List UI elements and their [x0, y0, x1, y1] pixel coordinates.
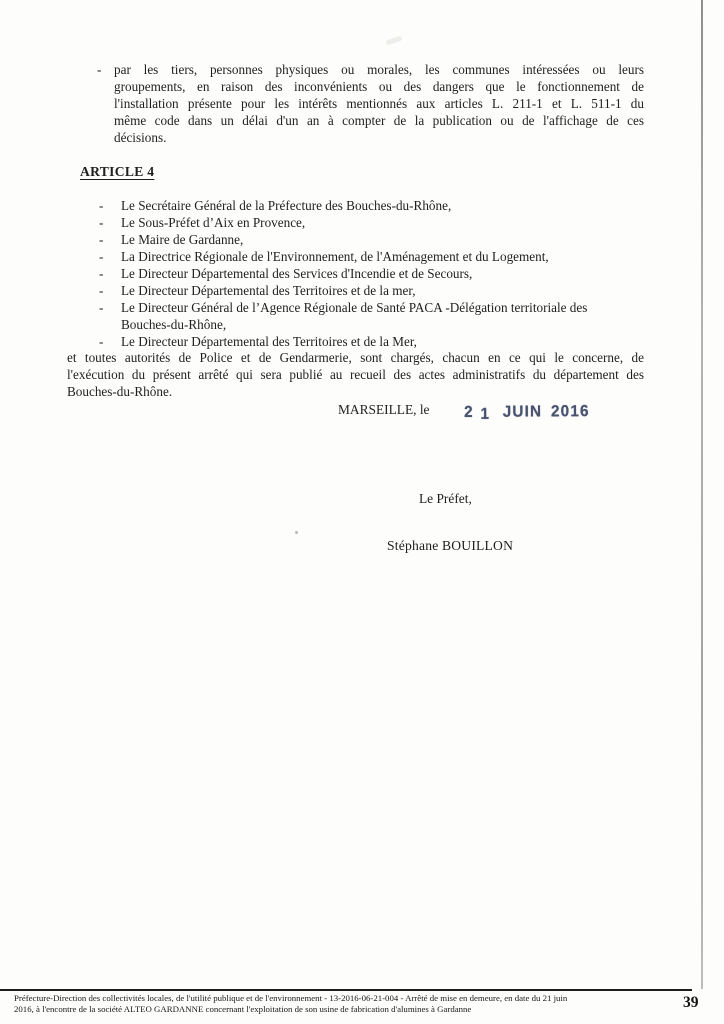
intro-paragraph [97, 61, 644, 146]
intro-line-text: décisions. [114, 130, 167, 145]
date-stamp [464, 403, 590, 422]
list-item [99, 265, 644, 282]
list-item-text: Le Sous-Préfet d’Aix en Provence, [121, 215, 306, 230]
intro-line-text: par les tiers, personnes physiques ou morales, les communes intéressées ou leurs [114, 62, 644, 77]
stamp-day-digit: 2 [464, 403, 474, 421]
list-item [99, 282, 644, 299]
list-dash: - [99, 283, 104, 298]
list-item-text: Le Directeur Départemental des Territoires et de la Mer, [121, 334, 417, 349]
closing-line-text: l'exécution du présent arrêté qui sera publié au recueil des actes administratifs du département des [67, 367, 644, 382]
intro-line [97, 61, 644, 78]
stamp-day-digit: 1 [480, 405, 491, 423]
footer-reference-line2: 2016, à l'encontre de la société ALTEO GARDANNE concernant l'exploitation de son usine de fabrication d'alumines à Gardanne [14, 1003, 472, 1014]
scan-line-artifact [701, 0, 703, 989]
list-dash: - [97, 62, 102, 77]
list-item-continuation: Bouches-du-Rhône, [121, 317, 227, 332]
list-item-text: Le Secrétaire Général de la Préfecture des Bouches-du-Rhône, [121, 198, 452, 213]
list-dash: - [99, 334, 104, 349]
list-item-text: Le Directeur Départemental des Services d'Incendie et de Secours, [121, 266, 473, 281]
list-item [99, 333, 644, 350]
footer-divider [0, 989, 692, 991]
list-item [99, 299, 644, 316]
closing-paragraph [67, 349, 644, 400]
page-number: 39 [683, 994, 699, 1011]
stamp-year: 2016 [550, 403, 590, 421]
intro-line-text: groupements, en raison des inconvénients ou des dangers que le fonctionnement de [114, 79, 644, 94]
closing-line-text: et toutes autorités de Police et de Gendarmerie, sont chargés, chacun en ce qui le concerne, de [67, 350, 644, 365]
footer-reference-line1: Préfecture-Direction des collectivités locales, de l'utilité publique et de l'environnement - 13-2016-06-21-004 - Arrêté de mise en demeure, en date du 21 juin [14, 993, 568, 1003]
recipients-list [99, 197, 644, 350]
list-dash: - [99, 215, 104, 230]
list-item [99, 231, 644, 248]
closing-line-text: Bouches-du-Rhône. [67, 384, 173, 399]
list-item [99, 197, 644, 214]
list-item-text: La Directrice Régionale de l'Environnement, de l'Aménagement et du Logement, [121, 249, 549, 264]
scan-smudge-artifact [386, 36, 403, 46]
article-4-heading: ARTICLE 4 [80, 164, 155, 179]
stamp-month: JUIN [502, 403, 543, 421]
list-dash: - [99, 198, 104, 213]
intro-line-text: l'installation présente pour les intérêts mentionnés aux articles L. 211-1 et L. 511-1 du [114, 96, 644, 111]
list-dash: - [99, 232, 104, 247]
place-date-line: MARSEILLE, le [338, 402, 430, 417]
list-dash: - [99, 300, 104, 315]
list-dash: - [99, 266, 104, 281]
prefect-title: Le Préfet, [419, 491, 472, 506]
list-item-text: Le Directeur Départemental des Territoires et de la mer, [121, 283, 416, 298]
list-item [99, 214, 644, 231]
signature-name: Stéphane BOUILLON [387, 538, 514, 553]
scan-speck-artifact [295, 531, 298, 534]
footer-reference [14, 993, 634, 1015]
list-item [99, 248, 644, 265]
list-item-text: Le Directeur Général de l’Agence Régionale de Santé PACA -Délégation territoriale des [121, 300, 588, 315]
intro-line-text: même code dans un délai d'un an à compter de la publication ou de l'affichage de ces [114, 113, 644, 128]
list-item-text: Le Maire de Gardanne, [121, 232, 244, 247]
list-dash: - [99, 249, 104, 264]
